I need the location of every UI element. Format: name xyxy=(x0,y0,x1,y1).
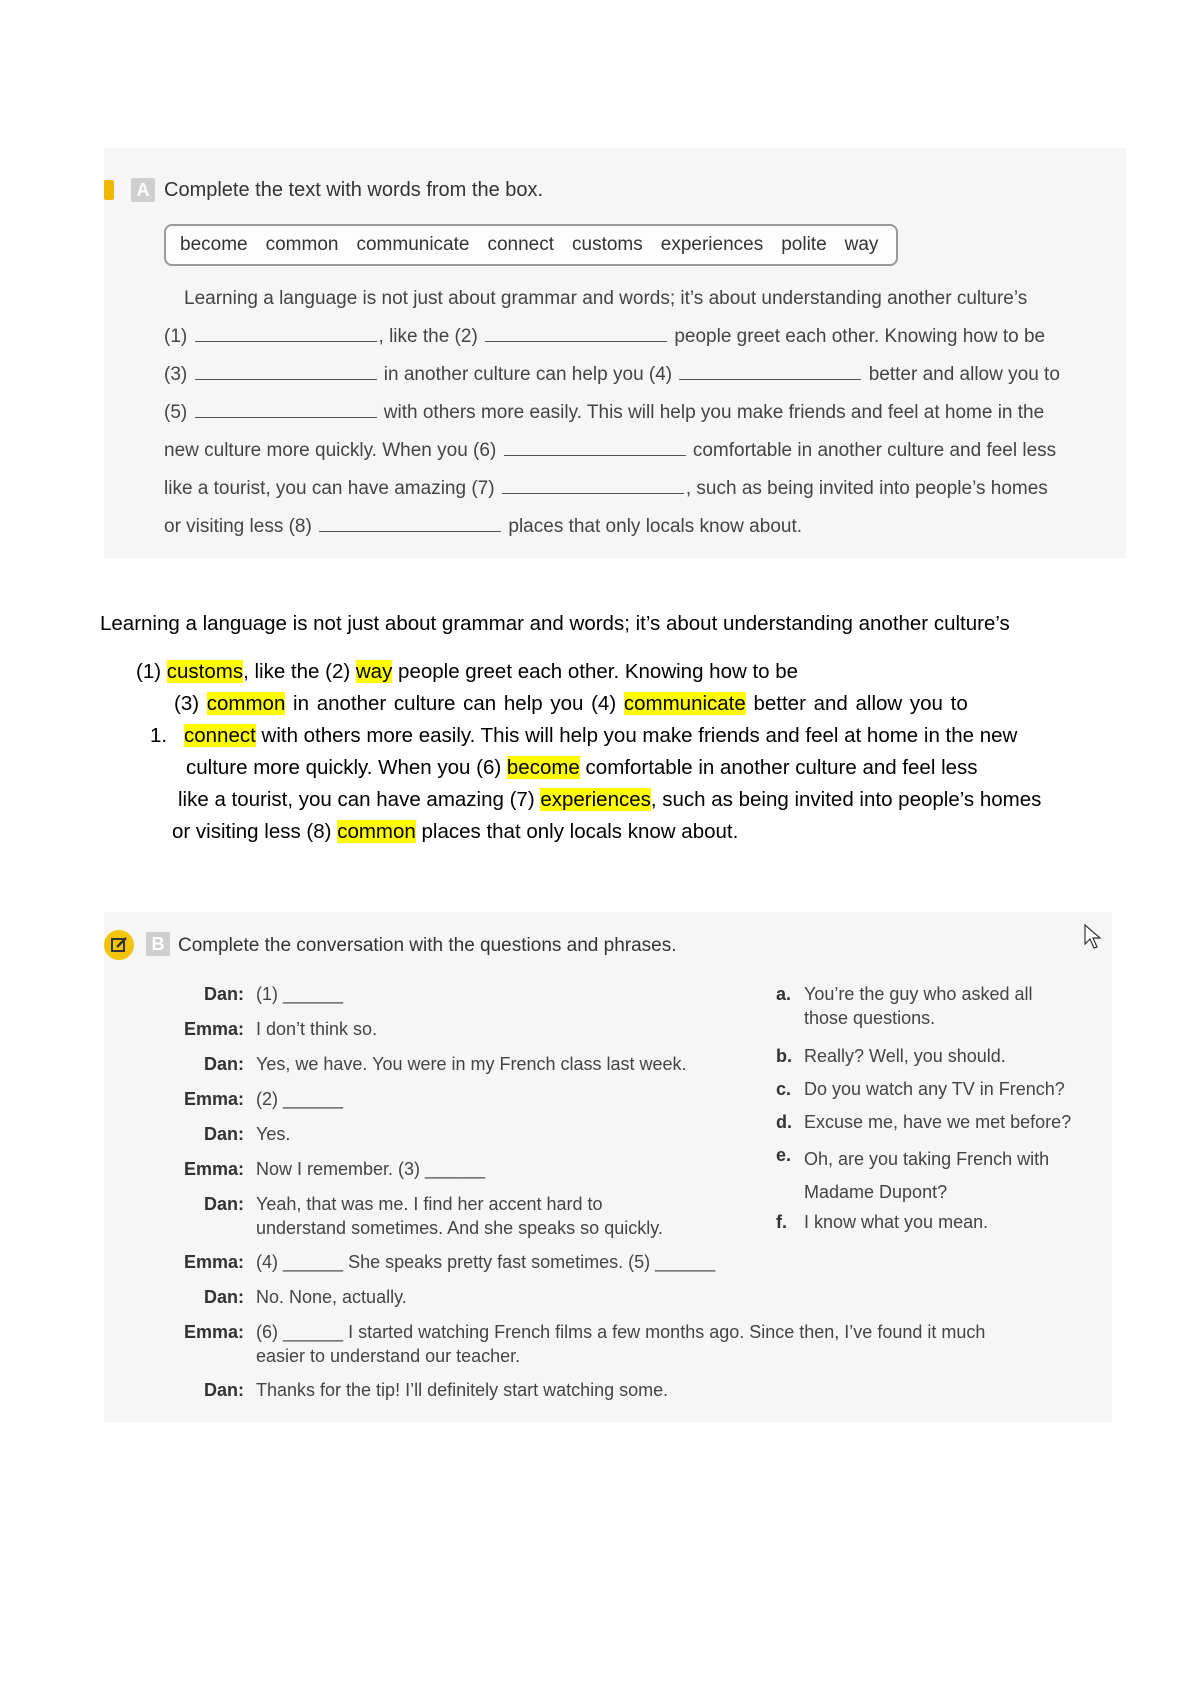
word-box-item: polite xyxy=(781,234,827,255)
dialogue-line: Now I remember. (3) ______ xyxy=(256,1159,486,1179)
answer-blank xyxy=(679,378,861,380)
answer-line-5: like a tourist, you can have amazing (7) experiences, such as being invited into people’s homes xyxy=(178,788,1042,811)
word-box-item: connect xyxy=(487,234,555,255)
word-box-item: way xyxy=(844,234,879,255)
dialogue-line: (2) ______ xyxy=(256,1089,344,1109)
highlighted-answer: common xyxy=(337,820,416,843)
option-letter: d. xyxy=(776,1112,792,1132)
answer-line-2: (3) common in another culture can help you (4) communicate better and allow you to xyxy=(174,692,968,715)
answer-blank xyxy=(504,454,686,456)
dialogue-line: Thanks for the tip! I’ll definitely start watching some. xyxy=(256,1380,669,1400)
gap-text-line-4: (5) with others more easily. This will help you make friends and feel at home in the xyxy=(164,402,1045,423)
exercise-b-badge: B xyxy=(146,932,170,956)
exercise-a-instruction: Complete the text with words from the box. xyxy=(164,179,544,201)
word-box-item: common xyxy=(265,234,339,255)
speaker-label: Emma: xyxy=(183,1019,244,1039)
option-letter: f. xyxy=(776,1212,787,1232)
speaker-label: Dan: xyxy=(204,984,244,1004)
answer-intro-line: Learning a language is not just about grammar and words; it’s about understanding another culture’s xyxy=(100,612,1010,635)
speaker-label: Dan: xyxy=(204,1124,244,1144)
answer-blank xyxy=(195,340,377,342)
option-text: Do you watch any TV in French? xyxy=(804,1079,1065,1099)
gap-text-line-7: or visiting less (8) places that only locals know about. xyxy=(164,516,803,537)
answer-blank xyxy=(195,416,377,418)
dialogue-line: Yeah, that was me. I find her accent hard to understand sometimes. And she speaks so quickly. xyxy=(256,1194,663,1238)
highlighted-answer: experiences xyxy=(540,788,651,811)
answer-line-1: (1) customs, like the (2) way people greet each other. Knowing how to be xyxy=(136,660,799,683)
exercise-tag-icon xyxy=(104,180,114,200)
answer-blank xyxy=(195,378,377,380)
word-box-item: become xyxy=(180,234,248,255)
speaker-label: Emma: xyxy=(183,1252,244,1272)
exercise-b-instruction: Complete the conversation with the questions and phrases. xyxy=(178,935,677,956)
word-box-item: communicate xyxy=(356,234,470,255)
gap-text-line-1: Learning a language is not just about grammar and words; it’s about understanding another culture’s xyxy=(184,288,1028,309)
word-box-item: customs xyxy=(572,234,643,255)
word-box-item: experiences xyxy=(660,234,764,255)
dialogue-line: Yes, we have. You were in my French class last week. xyxy=(256,1054,687,1074)
highlighted-answer: become xyxy=(506,756,580,779)
speaker-label: Dan: xyxy=(204,1194,244,1214)
option-text: Really? Well, you should. xyxy=(804,1046,1006,1066)
highlighted-answer: connect xyxy=(184,724,256,747)
highlighted-answer: common xyxy=(206,692,286,715)
option-text: I know what you mean. xyxy=(804,1212,989,1232)
gap-text-line-2: (1) , like the (2) people greet each other. Knowing how to be xyxy=(164,326,1046,347)
highlighted-answer: way xyxy=(355,660,393,683)
pencil-square-icon xyxy=(104,930,134,960)
option-letter: e. xyxy=(776,1145,792,1165)
answer-blank xyxy=(502,492,684,494)
answer-line-3: 1. connect with others more easily. This will help you make friends and feel at home in the new xyxy=(150,724,1018,747)
dialogue-line: (4) ______ She speaks pretty fast sometimes. (5) ______ xyxy=(256,1252,716,1272)
dialogue-line: (1) ______ xyxy=(256,984,344,1004)
answer-blank xyxy=(319,530,501,532)
speaker-label: Emma: xyxy=(183,1159,244,1179)
gap-text-line-5: new culture more quickly. When you (6) comfortable in another culture and feel less xyxy=(164,440,1057,461)
option-text: You’re the guy who asked all those questions. xyxy=(804,984,1033,1028)
speaker-label: Dan: xyxy=(204,1054,244,1074)
speaker-label: Dan: xyxy=(204,1380,244,1400)
word-box xyxy=(164,224,898,266)
option-letter: b. xyxy=(776,1046,792,1066)
answer-line-6: or visiting less (8) common places that only locals know about. xyxy=(172,820,739,843)
dialogue-line: I don’t think so. xyxy=(256,1019,378,1039)
answer-blank xyxy=(485,340,667,342)
option-letter: c. xyxy=(776,1079,792,1099)
highlighted-answer: communicate xyxy=(623,692,746,715)
gap-text-line-6: like a tourist, you can have amazing (7) , such as being invited into people’s homes xyxy=(164,478,1048,499)
speaker-label: Emma: xyxy=(183,1089,244,1109)
gap-text-line-3: (3) in another culture can help you (4) better and allow you to xyxy=(164,364,1060,385)
dialogue-line: No. None, actually. xyxy=(256,1287,407,1307)
option-letter: a. xyxy=(776,984,792,1004)
dialogue-line: (6) ______ I started watching French films a few months ago. Since then, I’ve found it much easier to understand our teacher. xyxy=(256,1322,986,1366)
exercise-a-badge: A xyxy=(131,178,155,202)
dialogue-line: Yes. xyxy=(256,1124,291,1144)
option-text: Excuse me, have we met before? xyxy=(804,1112,1072,1132)
mouse-pointer-icon xyxy=(1084,924,1102,955)
speaker-label: Emma: xyxy=(183,1322,244,1342)
speaker-label: Dan: xyxy=(204,1287,244,1307)
answer-line-4: culture more quickly. When you (6) become comfortable in another culture and feel less xyxy=(186,756,978,779)
highlighted-answer: customs xyxy=(166,660,244,683)
option-text: Oh, are you taking French with Madame Dupont? xyxy=(804,1149,1050,1202)
